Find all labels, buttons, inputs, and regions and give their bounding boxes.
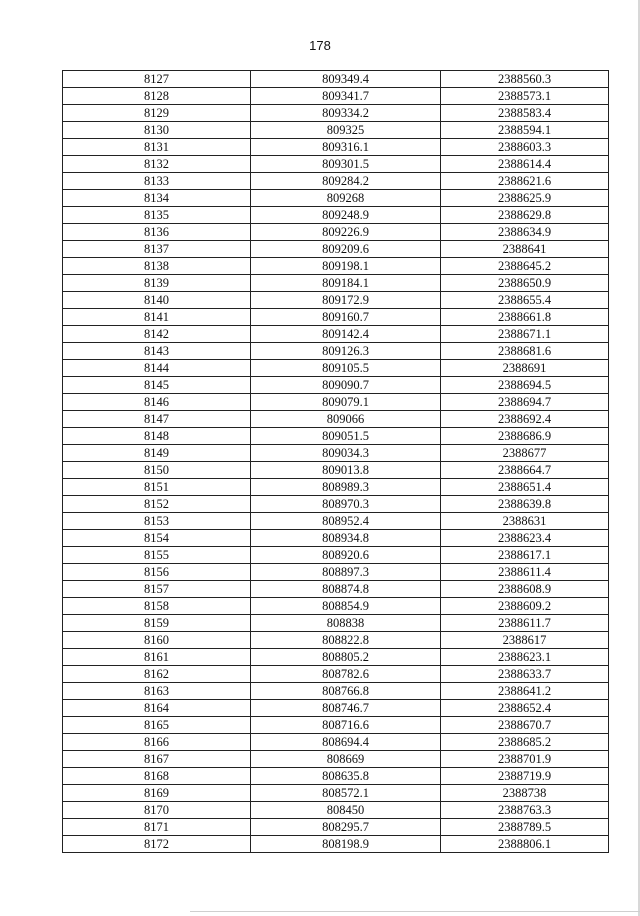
table-row [63, 598, 609, 615]
table-row [63, 105, 609, 122]
y-coordinate-cell: 2388701.9 [441, 751, 609, 768]
y-coordinate-cell: 2388763.3 [441, 802, 609, 819]
point-number-cell: 8155 [63, 547, 251, 564]
y-coordinate-cell: 2388611.7 [441, 615, 609, 632]
coordinates-table [62, 70, 609, 853]
y-coordinate-cell: 2388625.9 [441, 190, 609, 207]
y-coordinate-cell: 2388661.8 [441, 309, 609, 326]
x-coordinate-cell: 808822.8 [251, 632, 441, 649]
y-coordinate-cell: 2388694.7 [441, 394, 609, 411]
point-number-cell: 8144 [63, 360, 251, 377]
y-coordinate-cell: 2388652.4 [441, 700, 609, 717]
x-coordinate-cell: 809349.4 [251, 71, 441, 88]
x-coordinate-cell: 808934.8 [251, 530, 441, 547]
x-coordinate-cell: 808989.3 [251, 479, 441, 496]
y-coordinate-cell: 2388789.5 [441, 819, 609, 836]
x-coordinate-cell: 808669 [251, 751, 441, 768]
x-coordinate-cell: 809284.2 [251, 173, 441, 190]
y-coordinate-cell: 2388641 [441, 241, 609, 258]
point-number-cell: 8137 [63, 241, 251, 258]
point-number-cell: 8135 [63, 207, 251, 224]
x-coordinate-cell: 809105.5 [251, 360, 441, 377]
point-number-cell: 8142 [63, 326, 251, 343]
y-coordinate-cell: 2388650.9 [441, 275, 609, 292]
x-coordinate-cell: 808952.4 [251, 513, 441, 530]
x-coordinate-cell: 808716.6 [251, 717, 441, 734]
point-number-cell: 8138 [63, 258, 251, 275]
point-number-cell: 8145 [63, 377, 251, 394]
point-number-cell: 8154 [63, 530, 251, 547]
point-number-cell: 8167 [63, 751, 251, 768]
y-coordinate-cell: 2388670.7 [441, 717, 609, 734]
y-coordinate-cell: 2388738 [441, 785, 609, 802]
y-coordinate-cell: 2388641.2 [441, 683, 609, 700]
y-coordinate-cell: 2388651.4 [441, 479, 609, 496]
x-coordinate-cell: 808970.3 [251, 496, 441, 513]
table-row [63, 309, 609, 326]
point-number-cell: 8166 [63, 734, 251, 751]
table-row [63, 241, 609, 258]
point-number-cell: 8159 [63, 615, 251, 632]
scan-edge-bottom [190, 911, 640, 912]
table-row [63, 819, 609, 836]
table-row [63, 122, 609, 139]
x-coordinate-cell: 808874.8 [251, 581, 441, 598]
point-number-cell: 8152 [63, 496, 251, 513]
point-number-cell: 8140 [63, 292, 251, 309]
y-coordinate-cell: 2388629.8 [441, 207, 609, 224]
point-number-cell: 8147 [63, 411, 251, 428]
table-row [63, 666, 609, 683]
table-row [63, 190, 609, 207]
x-coordinate-cell: 809184.1 [251, 275, 441, 292]
table-row [63, 751, 609, 768]
point-number-cell: 8139 [63, 275, 251, 292]
table-row [63, 156, 609, 173]
point-number-cell: 8127 [63, 71, 251, 88]
y-coordinate-cell: 2388603.3 [441, 139, 609, 156]
x-coordinate-cell: 809051.5 [251, 428, 441, 445]
point-number-cell: 8163 [63, 683, 251, 700]
point-number-cell: 8143 [63, 343, 251, 360]
table-row [63, 343, 609, 360]
table-row [63, 802, 609, 819]
y-coordinate-cell: 2388671.1 [441, 326, 609, 343]
y-coordinate-cell: 2388639.8 [441, 496, 609, 513]
x-coordinate-cell: 809301.5 [251, 156, 441, 173]
table-row [63, 428, 609, 445]
x-coordinate-cell: 809013.8 [251, 462, 441, 479]
x-coordinate-cell: 809142.4 [251, 326, 441, 343]
table-row [63, 360, 609, 377]
point-number-cell: 8165 [63, 717, 251, 734]
x-coordinate-cell: 809316.1 [251, 139, 441, 156]
table-row [63, 768, 609, 785]
coordinates-table-body [63, 71, 609, 853]
x-coordinate-cell: 809172.9 [251, 292, 441, 309]
y-coordinate-cell: 2388686.9 [441, 428, 609, 445]
page-number: 178 [309, 38, 331, 53]
y-coordinate-cell: 2388645.2 [441, 258, 609, 275]
y-coordinate-cell: 2388609.2 [441, 598, 609, 615]
x-coordinate-cell: 808854.9 [251, 598, 441, 615]
x-coordinate-cell: 808635.8 [251, 768, 441, 785]
x-coordinate-cell: 809268 [251, 190, 441, 207]
x-coordinate-cell: 808920.6 [251, 547, 441, 564]
x-coordinate-cell: 809090.7 [251, 377, 441, 394]
point-number-cell: 8149 [63, 445, 251, 462]
table-row [63, 683, 609, 700]
y-coordinate-cell: 2388719.9 [441, 768, 609, 785]
table-row [63, 411, 609, 428]
x-coordinate-cell: 808694.4 [251, 734, 441, 751]
table-row [63, 326, 609, 343]
point-number-cell: 8170 [63, 802, 251, 819]
x-coordinate-cell: 809248.9 [251, 207, 441, 224]
point-number-cell: 8128 [63, 88, 251, 105]
table-row [63, 649, 609, 666]
point-number-cell: 8157 [63, 581, 251, 598]
point-number-cell: 8169 [63, 785, 251, 802]
table-row [63, 615, 609, 632]
y-coordinate-cell: 2388560.3 [441, 71, 609, 88]
table-row [63, 88, 609, 105]
x-coordinate-cell: 808450 [251, 802, 441, 819]
table-row [63, 258, 609, 275]
point-number-cell: 8150 [63, 462, 251, 479]
x-coordinate-cell: 809079.1 [251, 394, 441, 411]
point-number-cell: 8134 [63, 190, 251, 207]
x-coordinate-cell: 808766.8 [251, 683, 441, 700]
y-coordinate-cell: 2388806.1 [441, 836, 609, 853]
y-coordinate-cell: 2388633.7 [441, 666, 609, 683]
x-coordinate-cell: 808746.7 [251, 700, 441, 717]
point-number-cell: 8161 [63, 649, 251, 666]
table-row [63, 377, 609, 394]
point-number-cell: 8129 [63, 105, 251, 122]
table-row [63, 547, 609, 564]
point-number-cell: 8130 [63, 122, 251, 139]
table-row [63, 496, 609, 513]
y-coordinate-cell: 2388623.1 [441, 649, 609, 666]
table-row [63, 717, 609, 734]
point-number-cell: 8168 [63, 768, 251, 785]
table-row [63, 836, 609, 853]
y-coordinate-cell: 2388594.1 [441, 122, 609, 139]
point-number-cell: 8136 [63, 224, 251, 241]
table-row [63, 173, 609, 190]
table-row [63, 394, 609, 411]
x-coordinate-cell: 809066 [251, 411, 441, 428]
table-row [63, 71, 609, 88]
x-coordinate-cell: 809209.6 [251, 241, 441, 258]
x-coordinate-cell: 809226.9 [251, 224, 441, 241]
table-row [63, 224, 609, 241]
point-number-cell: 8141 [63, 309, 251, 326]
point-number-cell: 8171 [63, 819, 251, 836]
table-row [63, 479, 609, 496]
x-coordinate-cell: 808295.7 [251, 819, 441, 836]
table-row [63, 700, 609, 717]
y-coordinate-cell: 2388621.6 [441, 173, 609, 190]
x-coordinate-cell: 809325 [251, 122, 441, 139]
x-coordinate-cell: 809341.7 [251, 88, 441, 105]
y-coordinate-cell: 2388681.6 [441, 343, 609, 360]
y-coordinate-cell: 2388623.4 [441, 530, 609, 547]
point-number-cell: 8132 [63, 156, 251, 173]
point-number-cell: 8156 [63, 564, 251, 581]
table-row [63, 734, 609, 751]
table-row [63, 275, 609, 292]
point-number-cell: 8164 [63, 700, 251, 717]
table-row [63, 632, 609, 649]
x-coordinate-cell: 809126.3 [251, 343, 441, 360]
y-coordinate-cell: 2388614.4 [441, 156, 609, 173]
point-number-cell: 8148 [63, 428, 251, 445]
point-number-cell: 8151 [63, 479, 251, 496]
x-coordinate-cell: 808897.3 [251, 564, 441, 581]
x-coordinate-cell: 809160.7 [251, 309, 441, 326]
y-coordinate-cell: 2388583.4 [441, 105, 609, 122]
point-number-cell: 8133 [63, 173, 251, 190]
x-coordinate-cell: 809334.2 [251, 105, 441, 122]
x-coordinate-cell: 809034.3 [251, 445, 441, 462]
table-row [63, 513, 609, 530]
x-coordinate-cell: 808572.1 [251, 785, 441, 802]
table-row [63, 581, 609, 598]
y-coordinate-cell: 2388573.1 [441, 88, 609, 105]
y-coordinate-cell: 2388664.7 [441, 462, 609, 479]
y-coordinate-cell: 2388655.4 [441, 292, 609, 309]
point-number-cell: 8131 [63, 139, 251, 156]
point-number-cell: 8160 [63, 632, 251, 649]
y-coordinate-cell: 2388685.2 [441, 734, 609, 751]
table-row [63, 564, 609, 581]
y-coordinate-cell: 2388617.1 [441, 547, 609, 564]
y-coordinate-cell: 2388691 [441, 360, 609, 377]
point-number-cell: 8162 [63, 666, 251, 683]
point-number-cell: 8146 [63, 394, 251, 411]
y-coordinate-cell: 2388631 [441, 513, 609, 530]
y-coordinate-cell: 2388692.4 [441, 411, 609, 428]
point-number-cell: 8172 [63, 836, 251, 853]
point-number-cell: 8158 [63, 598, 251, 615]
table-row [63, 139, 609, 156]
y-coordinate-cell: 2388694.5 [441, 377, 609, 394]
table-row [63, 292, 609, 309]
x-coordinate-cell: 808782.6 [251, 666, 441, 683]
table-row [63, 530, 609, 547]
table-row [63, 445, 609, 462]
table-row [63, 207, 609, 224]
y-coordinate-cell: 2388617 [441, 632, 609, 649]
point-number-cell: 8153 [63, 513, 251, 530]
x-coordinate-cell: 809198.1 [251, 258, 441, 275]
table-row [63, 462, 609, 479]
y-coordinate-cell: 2388677 [441, 445, 609, 462]
x-coordinate-cell: 808198.9 [251, 836, 441, 853]
x-coordinate-cell: 808805.2 [251, 649, 441, 666]
y-coordinate-cell: 2388611.4 [441, 564, 609, 581]
table-row [63, 785, 609, 802]
x-coordinate-cell: 808838 [251, 615, 441, 632]
y-coordinate-cell: 2388634.9 [441, 224, 609, 241]
y-coordinate-cell: 2388608.9 [441, 581, 609, 598]
